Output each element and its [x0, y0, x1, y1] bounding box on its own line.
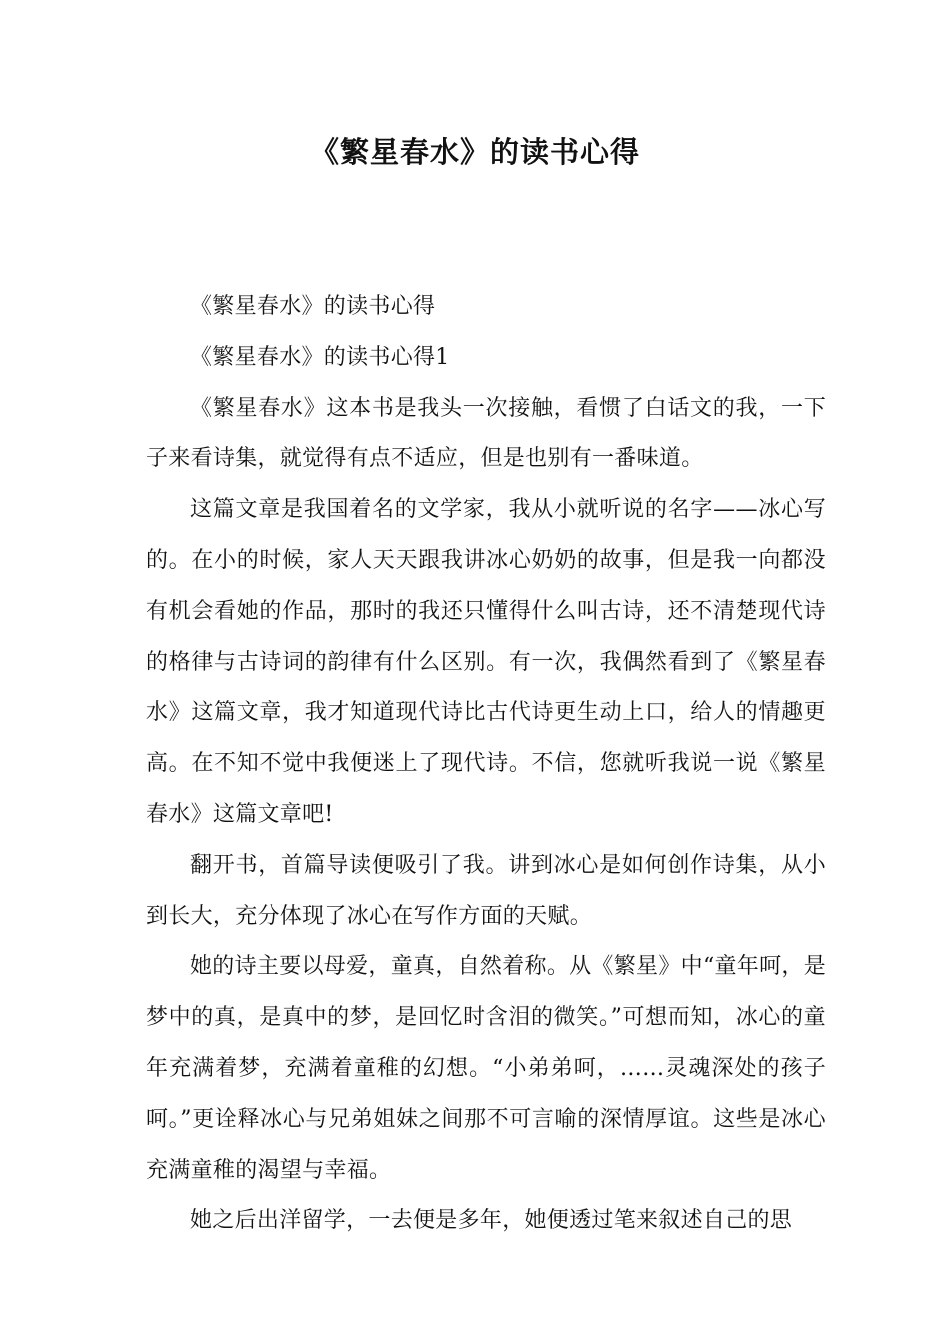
paragraph-heading: 《繁星春水》的读书心得 — [190, 294, 436, 319]
paragraph: 她之后出洋留学，一去便是多年，她便透过笔来叙述自己的思 — [190, 1208, 793, 1234]
paragraph-subheading: 《繁星春水》的读书心得1 — [190, 344, 450, 370]
document-title: 《繁星春水》的读书心得 — [309, 135, 640, 169]
document-body — [146, 282, 826, 1247]
paragraph: 她的诗主要以母爱，童真，自然着称。从《繁星》中“童年呵，是梦中的真，是真中的梦，是回忆时含泪的微笑。”可想而知，冰心的童年充满着梦，充满着童稚的幻想。“小弟弟呵，……灵魂深处的孩子呵。”更诠释冰心与兄弟姐妹之间那不可言喻的深情厚谊。这些是冰心充满童稚的渴望与幸福。 — [146, 954, 826, 1183]
paragraph: 这篇文章是我国着名的文学家，我从小就听说的名字——冰心写的。在小的时候，家人天天跟我讲冰心奶奶的故事，但是我一向都没有机会看她的作品，那时的我还只懂得什么叫古诗，还不清楚现代诗的格律与古诗词的韵律有什么区别。有一次，我偶然看到了《繁星春水》这篇文章，我才知道现代诗比古代诗更生动上口，给人的情趣更高。在不知不觉中我便迷上了现代诗。不信，您就听我说一说《繁星春水》这篇文章吧! — [146, 497, 826, 827]
paragraph: 翻开书，首篇导读便吸引了我。讲到冰心是如何创作诗集，从小到长大，充分体现了冰心在写作方面的天赋。 — [146, 852, 826, 929]
paragraph: 《繁星春水》这本书是我头一次接触，看惯了白话文的我，一下子来看诗集，就觉得有点不适应，但是也别有一番味道。 — [146, 395, 826, 472]
